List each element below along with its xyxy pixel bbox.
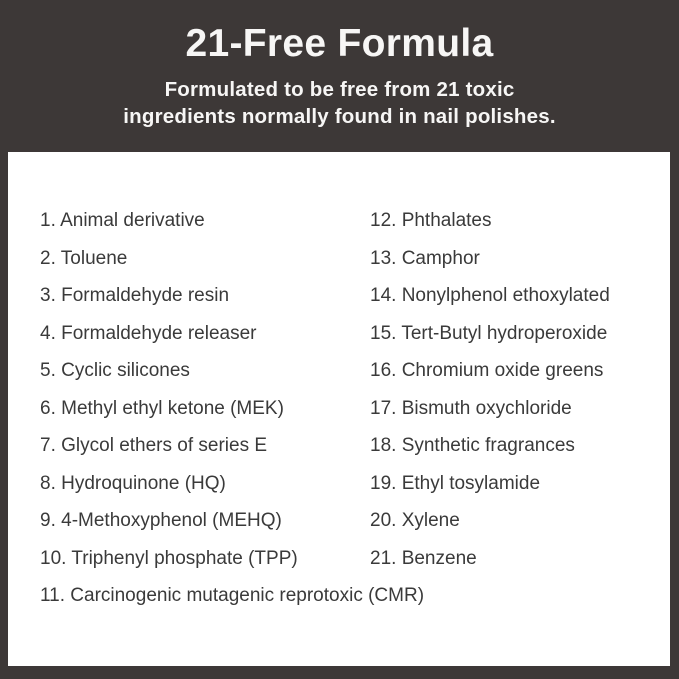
ingredient-item: 20. Xylene	[370, 510, 460, 531]
ingredient-item: 7. Glycol ethers of series E	[40, 435, 268, 456]
ingredient-item: 4. Formaldehyde releaser	[40, 322, 257, 344]
ingredient-item: 11. Carcinogenic mutagenic reprotoxic (CMR)	[40, 585, 425, 606]
ingredient-card	[8, 152, 670, 666]
ingredient-item: 12. Phthalates	[370, 210, 492, 231]
subtitle	[0, 76, 679, 130]
ingredient-item: 6. Methyl ethyl ketone (MEK)	[40, 397, 284, 419]
ingredient-item: 9. 4-Methoxyphenol (MEHQ)	[40, 510, 282, 531]
ingredient-item: 8. Hydroquinone (HQ)	[40, 472, 226, 494]
header	[0, 0, 679, 130]
ingredient-item: 1. Animal derivative	[40, 210, 205, 231]
ingredient-item: 2. Toluene	[40, 247, 128, 269]
ingredient-list-right	[370, 202, 670, 577]
ingredient-item: 21. Benzene	[370, 547, 477, 569]
ingredient-item: 10. Triphenyl phosphate (TPP)	[40, 547, 298, 569]
ingredient-item: 14. Nonylphenol ethoxylated	[370, 285, 610, 306]
subtitle-line-2: ingredients normally found in nail polishes.	[123, 105, 556, 128]
ingredient-item: 5. Cyclic silicones	[40, 360, 190, 381]
ingredient-item: 18. Synthetic fragrances	[370, 435, 575, 456]
page-title: 21-Free Formula	[185, 22, 494, 65]
subtitle-line-1: Formulated to be free from 21 toxic	[164, 78, 515, 101]
ingredient-item: 17. Bismuth oxychloride	[370, 397, 572, 419]
ingredient-item: 15. Tert-Butyl hydroperoxide	[370, 322, 608, 344]
ingredient-item: 19. Ethyl tosylamide	[370, 472, 541, 494]
ingredient-item: 3. Formaldehyde resin	[40, 285, 230, 306]
ingredient-item: 13. Camphor	[370, 247, 480, 269]
ingredient-item: 16. Chromium oxide greens	[370, 360, 604, 381]
